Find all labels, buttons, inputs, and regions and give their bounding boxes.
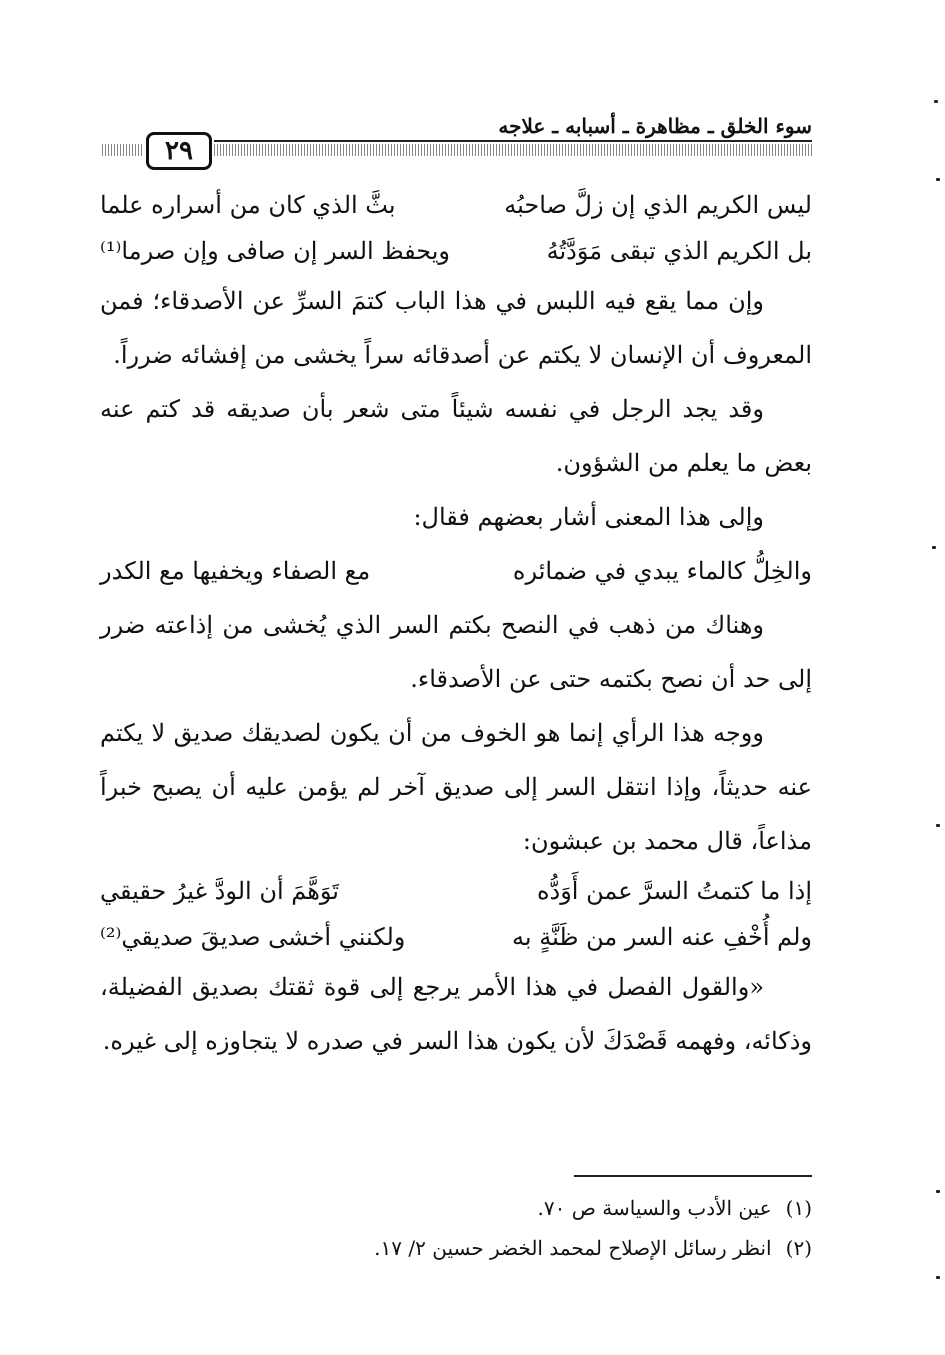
footnote: [100, 1188, 812, 1228]
verse-second-hemistich: تَوَهَّمَ أن الودَّ غيرُ حقيقي: [100, 877, 339, 905]
verse-line: [100, 182, 812, 228]
scan-speck: [932, 546, 936, 549]
verse-line: [100, 914, 812, 960]
body-text: [100, 178, 812, 1068]
paragraph: وقد يجد الرجل في نفسه شيئاً متى شعر بأن صديقه قد كتم عنه بعض ما يعلم من الشؤون.: [100, 395, 812, 477]
verse-first-hemistich: ليس الكريم الذي إن زلَّ صاحبُه: [504, 191, 812, 219]
footnote-text: عين الأدب والسياسة ص ٧٠.: [537, 1196, 772, 1220]
scan-speck: [936, 1190, 940, 1193]
verse-line: [100, 544, 812, 598]
verse-first-hemistich: ولم أُخْفِ عنه السر من ظَنَّةٍ به: [512, 923, 812, 951]
scan-speck: [936, 178, 940, 181]
scan-speck: [934, 100, 938, 103]
header-ornament-right: [214, 144, 812, 156]
scan-speck: [936, 1276, 940, 1279]
verse-first-hemistich: بل الكريم الذي تبقى مَوَدَّتُهُ: [546, 237, 812, 265]
footnote-separator: [574, 1175, 812, 1177]
footnote-number: (١): [785, 1196, 812, 1220]
header-ornament-left: [102, 144, 144, 156]
verse-second-hemistich: مع الصفاء ويخفيها مع الكدر: [100, 557, 371, 585]
header-rule: [214, 140, 812, 142]
paragraph: «والقول الفصل في هذا الأمر يرجع إلى قوة ثقتك بصديق الفضيلة، وذكائه، وفهمه قَصْدَكَ لأن يكون هذا السر في صدره لا يتجاوزه إلى غيره.: [100, 973, 812, 1055]
paragraph: وإلى هذا المعنى أشار بعضهم فقال:: [413, 503, 764, 531]
paragraph: ووجه هذا الرأي إنما هو الخوف من أن يكون لصديقك صديق لا يكتم عنه حديثاً، وإذا انتقل السر إلى صديق آخر لم يؤمن عليه أن يصبح خبراً مذاعاً، قال محمد بن عبشون:: [100, 719, 812, 855]
paragraph: وإن مما يقع فيه اللبس في هذا الباب كتمَ السرِّ عن الأصدقاء؛ فمن المعروف أن الإنسان لا يكتم عن أصدقائه سراً يخشى من إفشائه ضرراً.: [100, 287, 812, 369]
running-title: سوء الخلق ـ مظاهرة ـ أسبابه ـ علاجه: [498, 114, 812, 138]
verse-second-hemistich: ويحفظ السر إن صافى وإن صرما⁽¹⁾: [100, 237, 451, 265]
footnote: [100, 1228, 812, 1268]
footnotes: [100, 1188, 812, 1268]
verse-line: [100, 868, 812, 914]
verse-second-hemistich: ولكنني أخشى صديقَ صديقي⁽²⁾: [100, 923, 406, 951]
verse-first-hemistich: إذا ما كتمتُ السرَّ عمن أَوَدُّه: [536, 877, 812, 905]
footnote-number: (٢): [785, 1236, 812, 1260]
paragraph: وهناك من ذهب في النصح بكتم السر الذي يُخشى من إذاعته ضرر إلى حد أن نصح بكتمه حتى عن الأصدقاء.: [100, 611, 812, 693]
page-number: ٢٩: [146, 132, 212, 170]
verse-second-hemistich: بثَّ الذي كان من أسراره علما: [100, 191, 396, 219]
footnote-text: انظر رسائل الإصلاح لمحمد الخضر حسين ٢/ ١٧.: [374, 1236, 772, 1260]
page-header: [100, 112, 812, 172]
scan-speck: [936, 824, 940, 827]
verse-line: [100, 228, 812, 274]
verse-first-hemistich: والخِلُّ كالماء يبدي في ضمائره: [512, 557, 812, 585]
